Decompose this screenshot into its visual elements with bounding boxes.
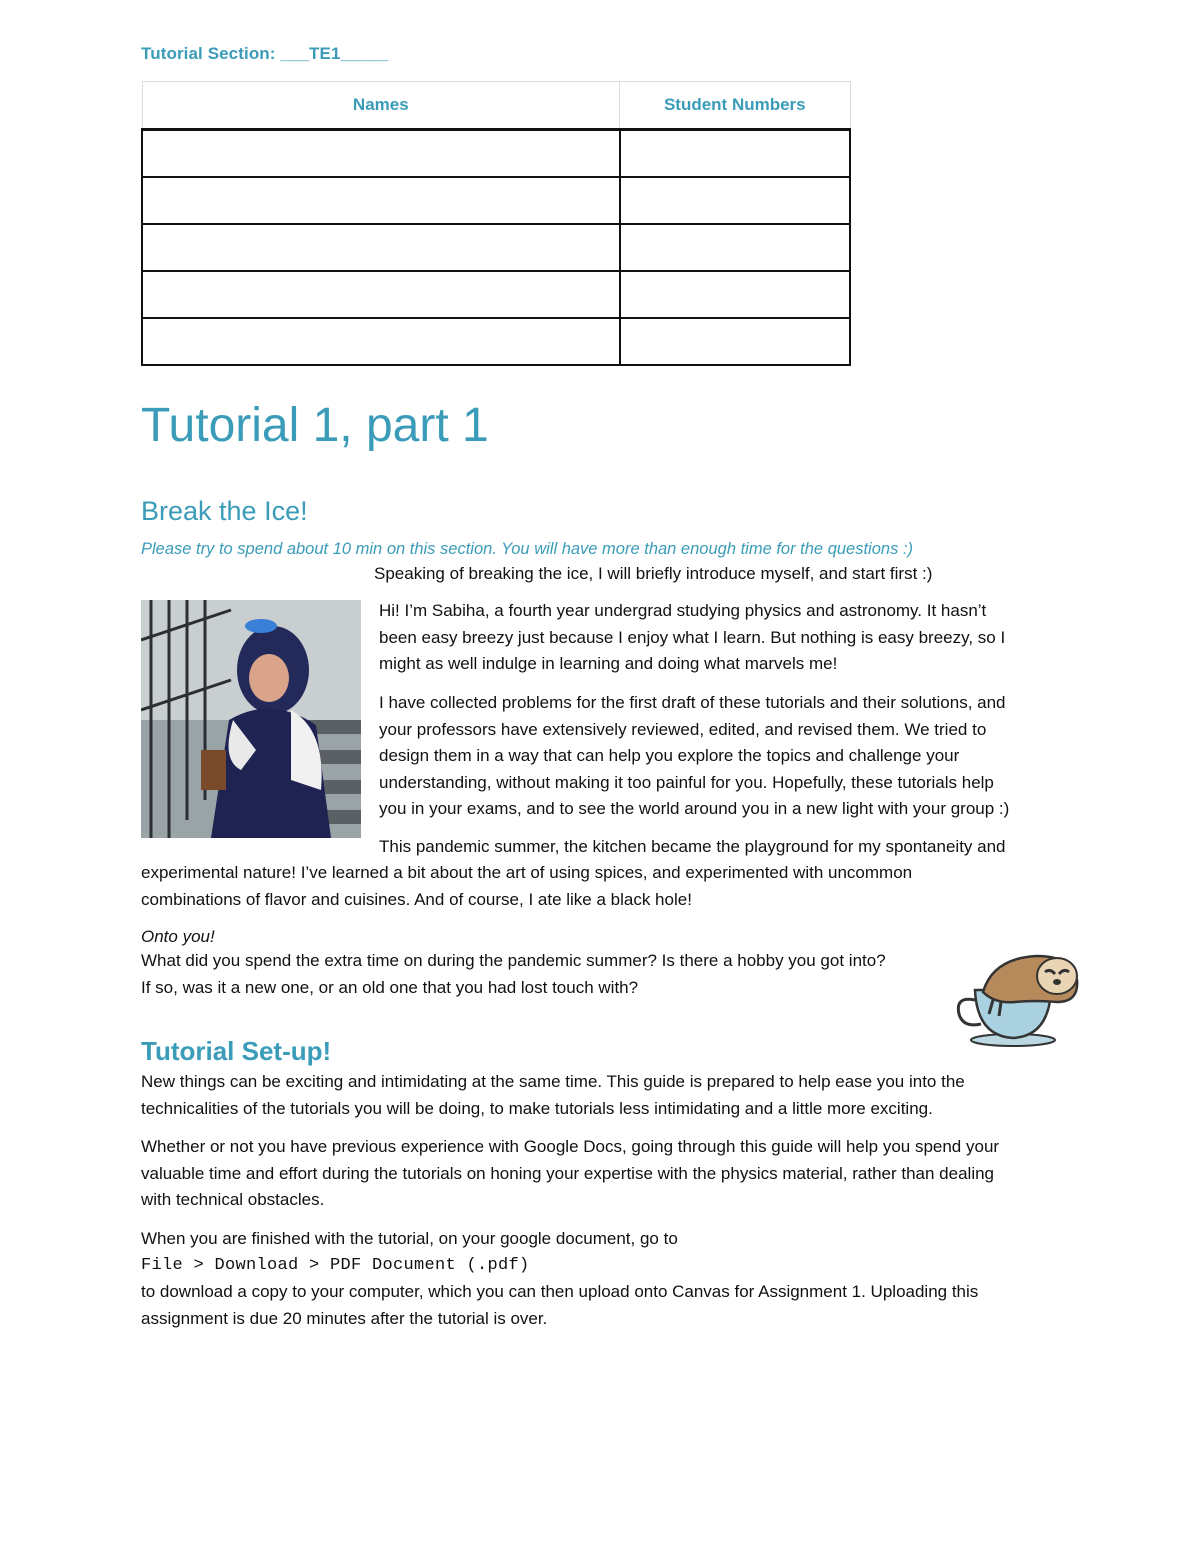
text-line: experimental nature! I’ve learned a bit about the art of using spices, and experimented with uncommon xyxy=(141,863,913,882)
name-cell[interactable] xyxy=(142,224,620,271)
table-row xyxy=(142,318,850,365)
author-photo xyxy=(141,600,361,838)
roster-header-row xyxy=(142,82,850,130)
intro-paragraph-1 xyxy=(379,598,1005,678)
table-row xyxy=(142,224,850,271)
text-line: valuable time and effort during the tutorials on honing your expertise with the physics material, rather than dealing xyxy=(141,1163,995,1183)
sloth-in-teacup-illustration xyxy=(953,940,1085,1048)
student-numbers-header: Student Numbers xyxy=(620,82,850,130)
text-line: If so, was it a new one, or an old one that you had lost touch with? xyxy=(141,977,639,997)
student-number-cell[interactable] xyxy=(620,271,850,318)
table-row xyxy=(142,177,850,224)
name-cell[interactable] xyxy=(142,318,620,365)
text-line: you in your exams, and to see the world around you in a new light with your group :) xyxy=(379,799,1010,818)
table-row xyxy=(142,130,850,178)
setup-paragraph-1 xyxy=(141,1069,965,1122)
text-line: Hi! I’m Sabiha, a fourth year undergrad studying physics and astronomy. It hasn’t xyxy=(379,601,987,620)
intro-line: Speaking of breaking the ice, I will briefly introduce myself, and start first :) xyxy=(374,564,933,583)
intro-paragraph-3-line1: This pandemic summer, the kitchen became the playground for my spontaneity and xyxy=(379,837,1006,856)
text-line: I have collected problems for the first draft of these tutorials and their solutions, and xyxy=(379,693,1006,712)
student-number-cell[interactable] xyxy=(620,130,850,178)
setup-paragraph-2 xyxy=(141,1134,999,1214)
text-line: assignment is due 20 minutes after the tutorial is over. xyxy=(141,1308,548,1328)
text-line: understanding, without making it too painful for you. Hopefully, these tutorials help xyxy=(379,772,994,792)
student-number-cell[interactable] xyxy=(620,177,850,224)
time-note: Please try to spend about 10 min on this section. You will have more than enough time for the questions :) xyxy=(141,540,913,558)
intro-paragraph-3-rest xyxy=(141,860,912,913)
menu-path-code: File > Download > PDF Document (.pdf) xyxy=(141,1255,530,1275)
text-line: New things can be exciting and intimidating at the same time. This guide is prepared to help ease you into the xyxy=(141,1072,965,1091)
student-number-cell[interactable] xyxy=(620,224,850,271)
text-line: might as well indulge in learning and doing what marvels me! xyxy=(379,654,838,673)
name-cell[interactable] xyxy=(142,130,620,178)
text-line: to download a copy to your computer, which you can then upload onto Canvas for Assignment 1. Uploading this xyxy=(141,1282,979,1301)
document-title: Tutorial 1, part 1 xyxy=(141,399,489,452)
tutorial-section-label: Tutorial Section: ___TE1_____ xyxy=(141,44,389,63)
text-line: What did you spend the extra time on during the pandemic summer? Is there a hobby you got into? xyxy=(141,951,886,970)
name-cell[interactable] xyxy=(142,177,620,224)
tutorial-setup-heading: Tutorial Set-up! xyxy=(141,1036,332,1066)
names-header: Names xyxy=(142,82,620,130)
text-line: design them in a way that can help you explore the topics and challenge your xyxy=(379,746,960,765)
text-line: combinations of flavor and cuisines. And of course, I ate like a black hole! xyxy=(141,889,692,909)
text-line: When you are finished with the tutorial, on your google document, go to xyxy=(141,1229,678,1248)
text-line: technicalities of the tutorials you will be doing, to make tutorials less intimidating and a little more exciting. xyxy=(141,1098,933,1118)
table-row xyxy=(142,271,850,318)
text-line: Whether or not you have previous experience with Google Docs, going through this guide will help you spend your xyxy=(141,1137,1000,1156)
text-line: been easy breezy just because I enjoy what I learn. But nothing is easy breezy, so I xyxy=(379,627,1006,647)
text-line: your professors have extensively reviewed, edited, and revised them. We tried to xyxy=(379,719,987,739)
text-line: with technical obstacles. xyxy=(141,1190,325,1209)
break-the-ice-heading: Break the Ice! xyxy=(141,496,308,526)
setup-paragraph-3 xyxy=(141,1226,978,1332)
onto-you-label: Onto you! xyxy=(141,927,215,946)
icebreaker-question xyxy=(141,948,886,1001)
name-cell[interactable] xyxy=(142,271,620,318)
student-number-cell[interactable] xyxy=(620,318,850,365)
intro-paragraph-2 xyxy=(379,690,1009,823)
roster-table xyxy=(141,81,851,366)
